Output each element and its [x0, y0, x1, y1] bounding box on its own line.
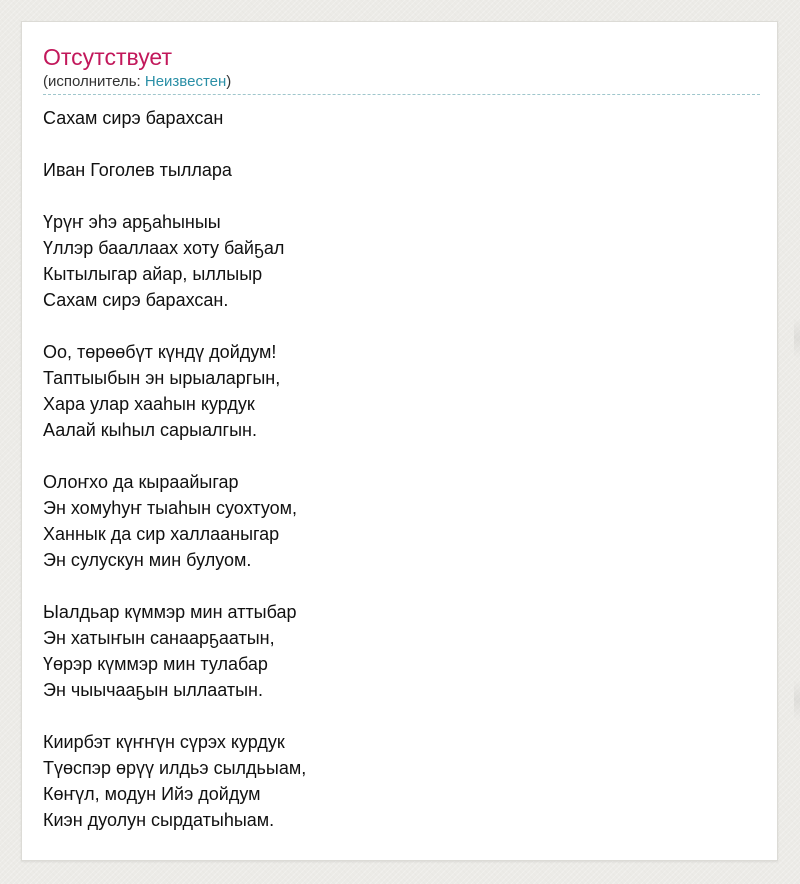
lyric-line: Үөрэр күммэр мин тулабар [43, 654, 268, 674]
lyric-line: Киирбэт күҥҥүн сүрэх курдук [43, 732, 285, 752]
edge-shadow-decoration [794, 318, 800, 358]
lyric-line: Таптыыбын эн ырыаларгын, [43, 368, 281, 388]
lyric-line: Аалай кыһыл сарыалгын. [43, 420, 257, 440]
lyric-line: Түөспэр өрүү илдьэ сылдьыам, [43, 758, 307, 778]
lyrics-body [43, 105, 306, 859]
lyrics-stanza [43, 729, 306, 833]
lyrics-stanza [43, 209, 306, 313]
lyric-line: Сахам сирэ барахсан [43, 108, 224, 128]
lyric-line: Хара улар хааһын курдук [43, 394, 255, 414]
lyric-line: Үллэр бааллаах хоту байҕал [43, 238, 285, 258]
lyrics-stanza [43, 157, 306, 183]
lyric-line: Үрүҥ эһэ арҕаһыныы [43, 212, 221, 232]
lyrics-stanza [43, 339, 306, 443]
artist-line [43, 72, 231, 92]
lyric-line: Сахам сирэ барахсан. [43, 290, 229, 310]
song-title: Отсутствует [43, 44, 172, 70]
lyric-line: Ханнык да сир халлааныгар [43, 524, 280, 544]
lyric-line: Көҥүл, модун Ийэ дойдум [43, 784, 261, 804]
lyric-line: Эн хатыҥын санаарҕаатын, [43, 628, 275, 648]
lyrics-stanza [43, 105, 306, 131]
artist-suffix: ) [226, 73, 232, 90]
lyrics-stanza [43, 469, 306, 573]
lyric-line: Ыалдьар күммэр мин аттыбар [43, 602, 297, 622]
lyric-line: Кытылыгар айар, ыллыыр [43, 264, 263, 284]
song-card [21, 21, 778, 861]
artist-link[interactable]: Неизвестен [144, 73, 227, 90]
edge-shadow-decoration [794, 680, 800, 720]
title-divider [43, 94, 760, 95]
lyric-line: Эн сулускун мин булуом. [43, 550, 252, 570]
lyric-line: Иван Гоголев тыллара [43, 160, 232, 180]
artist-prefix: (исполнитель: [43, 73, 145, 90]
lyric-line: Олоҥхо да кыраайыгар [43, 472, 239, 492]
lyric-line: Эн хомуһуҥ тыаһын суохтуом, [43, 498, 298, 518]
lyrics-stanza [43, 599, 306, 703]
lyric-line: Эн чыычааҕын ыллаатын. [43, 680, 263, 700]
lyric-line: Оо, төрөөбүт күндү дойдум! [43, 342, 277, 362]
lyric-line: Киэн дуолун сырдатыһыам. [43, 810, 275, 830]
